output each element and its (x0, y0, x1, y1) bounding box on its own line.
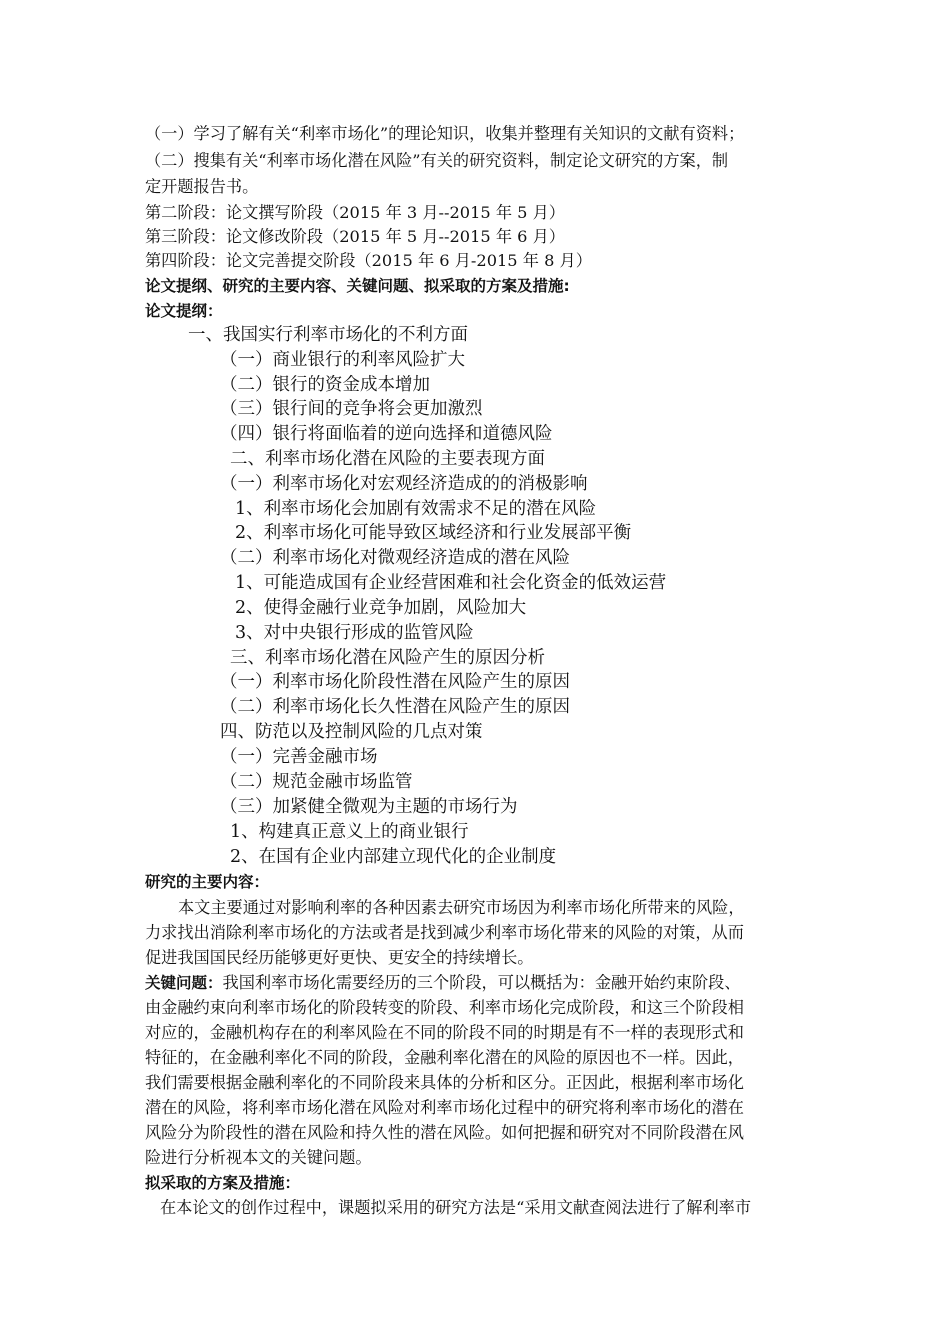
outline-item: 3、对中央银行形成的监管风险 (235, 623, 474, 643)
outline-item: 三、利率市场化潜在风险产生的原因分析 (230, 648, 545, 668)
key-issue-line: 对应的，金融机构存在的利率风险在不同的阶段不同的时期是有不一样的表现形式和 (145, 1023, 744, 1042)
outline-item: （二）银行的资金成本增加 (220, 375, 430, 395)
outline-item: 1、可能造成国有企业经营困难和社会化资金的低效运营 (235, 573, 667, 593)
key-issue-line: 潜在的风险，将利率市场化潜在风险对利率市场化过程中的研究将利率市场化的潜在 (145, 1098, 744, 1117)
key-issue-line (145, 971, 741, 995)
stage-four-line: 第四阶段：论文完善提交阶段（2015 年 6 月-2015 年 8 月） (145, 251, 592, 270)
main-heading: 论文提纲、研究的主要内容、关键问题、拟采取的方案及措施: (145, 277, 570, 295)
key-issue-line: 我们需要根据金融利率化的不同阶段来具体的分析和区分。正因此，根据利率市场化 (145, 1073, 744, 1092)
outline-item: 1、构建真正意义上的商业银行 (230, 822, 469, 842)
intro-line-3: 定开题报告书。 (145, 177, 259, 196)
key-issue-line: 险进行分析视本文的关键问题。 (145, 1148, 372, 1167)
research-line: 力求找出消除利率市场化的方法或者是找到减少利率市场化带来的风险的对策，从而 (145, 923, 744, 942)
outline-item: （三）银行间的竞争将会更加激烈 (220, 399, 483, 419)
stage-two-line: 第二阶段：论文撰写阶段（2015 年 3 月--2015 年 5 月） (145, 203, 565, 222)
outline-item: （三）加紧健全微观为主题的市场行为 (220, 797, 518, 817)
outline-item: 1、利率市场化会加剧有效需求不足的潜在风险 (235, 499, 597, 519)
key-issue-line: 风险分为阶段性的潜在风险和持久性的潜在风险。如何把握和研究对不同阶段潜在风 (145, 1123, 744, 1142)
outline-item: （二）利率市场化长久性潜在风险产生的原因 (220, 697, 570, 717)
intro-line-2: （二）搜集有关“利率市场化潜在风险”有关的研究资料，制定论文研究的方案，制 (145, 151, 729, 170)
key-issue-label: 关键问题： (145, 974, 223, 992)
outline-item: （二）规范金融市场监管 (220, 772, 413, 792)
outline-item: 2、使得金融行业竞争加剧，风险加大 (235, 598, 527, 618)
outline-item: 四、防范以及控制风险的几点对策 (220, 722, 483, 742)
outline-item: 2、在国有企业内部建立现代化的企业制度 (230, 847, 557, 867)
outline-item: （一）利率市场化对宏观经济造成的的消极影响 (220, 474, 588, 494)
outline-item: （二）利率市场化对微观经济造成的潜在风险 (220, 548, 570, 568)
outline-item: 2、利率市场化可能导致区域经济和行业发展部平衡 (235, 523, 632, 543)
outline-item: （一）利率市场化阶段性潜在风险产生的原因 (220, 672, 570, 692)
key-issue-line: 由金融约束向利率市场化的阶段转变的阶段、利率市场化完成阶段，和这三个阶段相 (145, 998, 744, 1017)
plan-heading: 拟采取的方案及措施： (145, 1174, 301, 1192)
outline-item: 一、我国实行利率市场化的不利方面 (188, 325, 468, 345)
research-heading: 研究的主要内容： (145, 873, 270, 891)
stage-three-line: 第三阶段：论文修改阶段（2015 年 5 月--2015 年 6 月） (145, 227, 565, 246)
outline-item: 二、利率市场化潜在风险的主要表现方面 (230, 449, 545, 469)
outline-item: （一）商业银行的利率风险扩大 (220, 350, 465, 370)
intro-line-1: （一）学习了解有关“利率市场化”的理论知识，收集并整理有关知识的文献有资料； (145, 124, 745, 143)
research-line: 本文主要通过对影响利率的各种因素去研究市场因为利率市场化所带来的风险， (178, 898, 745, 917)
key-issue-text: 我国利率市场化需要经历的三个阶段，可以概括为：金融开始约束阶段、 (222, 973, 741, 992)
plan-line: 在本论文的创作过程中，课题拟采用的研究方法是“采用文献查阅法进行了解利率市 (160, 1198, 752, 1217)
research-line: 促进我国国民经历能够更好更快、更安全的持续增长。 (145, 948, 534, 967)
outline-item: （一）完善金融市场 (220, 747, 378, 767)
outline-heading: 论文提纲： (145, 302, 223, 320)
key-issue-line: 特征的，在金融利率化不同的阶段，金融利率化潜在的风险的原因也不一样。因此， (145, 1048, 744, 1067)
outline-item: （四）银行将面临着的逆向选择和道德风险 (220, 424, 553, 444)
